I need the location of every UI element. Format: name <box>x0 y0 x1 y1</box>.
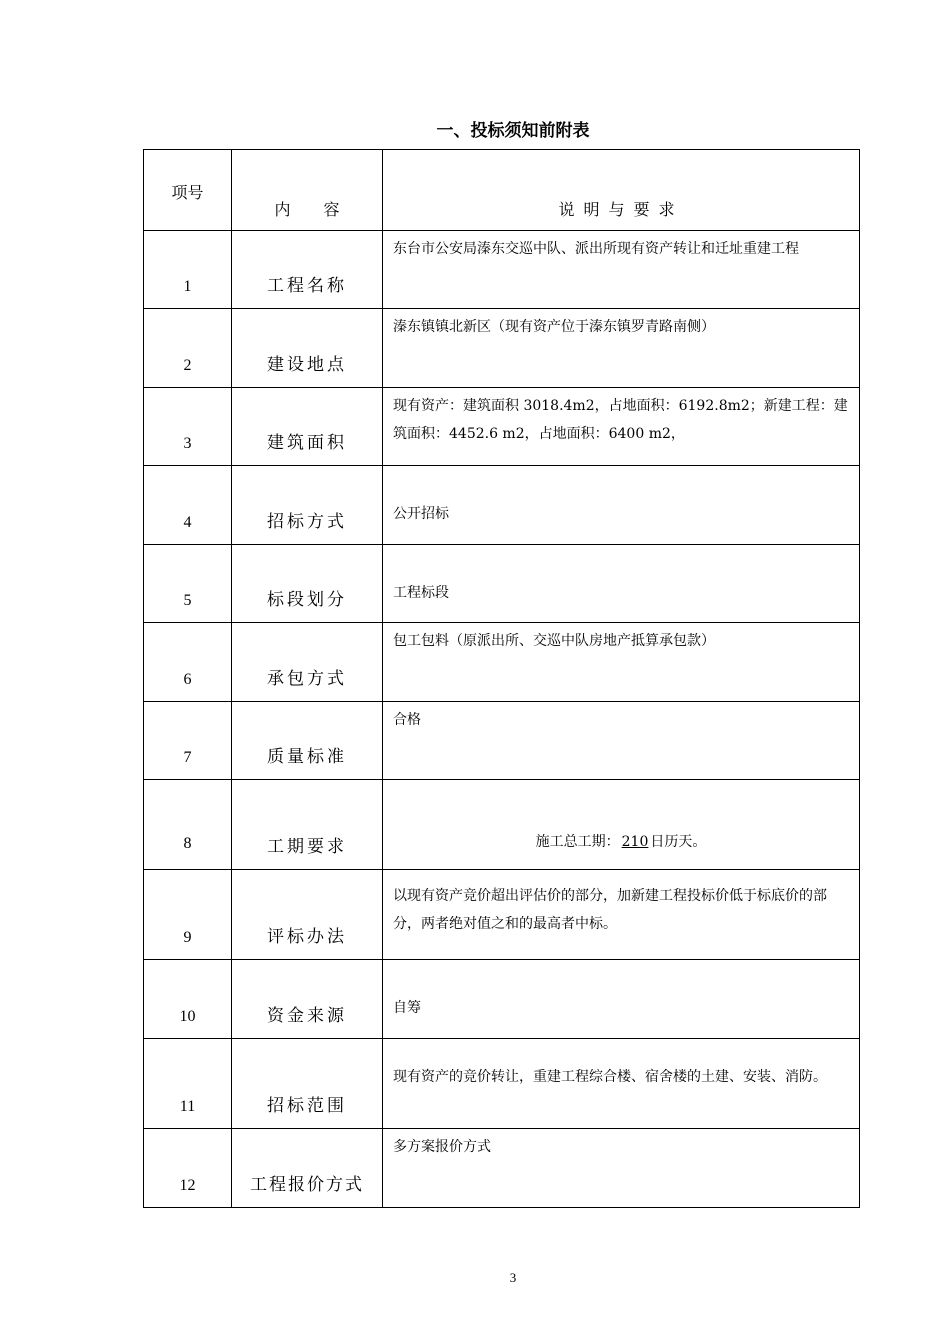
row-no-cell <box>144 623 232 702</box>
header-no-label: 项号 <box>171 183 204 202</box>
row-no-cell <box>144 702 232 780</box>
row-no-cell <box>144 309 232 388</box>
row-desc-cell <box>383 870 860 960</box>
row-no: 11 <box>179 1098 196 1115</box>
row-desc-cell <box>383 780 860 870</box>
row-item: 工程名称 <box>267 276 347 296</box>
row-no: 3 <box>183 435 192 452</box>
row-no-cell <box>144 960 232 1039</box>
table-row <box>144 545 860 623</box>
header-desc-label: 说明与要求 <box>558 200 684 219</box>
row-desc-cell <box>383 960 860 1039</box>
row-item: 建设地点 <box>267 355 347 375</box>
row-desc-cell <box>383 1129 860 1208</box>
row-item: 标段划分 <box>267 590 347 610</box>
table-row <box>144 388 860 466</box>
table-row <box>144 466 860 545</box>
row-no: 9 <box>183 929 192 946</box>
table-row <box>144 960 860 1039</box>
row-item: 招标范围 <box>267 1096 347 1116</box>
row-item: 评标办法 <box>267 927 347 947</box>
table-row <box>144 309 860 388</box>
row-item-cell <box>232 623 383 702</box>
front-attachment-table <box>143 149 860 1208</box>
row-item: 承包方式 <box>267 669 347 689</box>
row-item: 质量标准 <box>267 747 347 767</box>
row-item-cell <box>232 231 383 309</box>
duration-value: 210 <box>621 834 649 850</box>
table-row <box>144 231 860 309</box>
duration-label: 施工总工期： <box>535 834 620 850</box>
row-desc: 现有资产的竞价转让，重建工程综合楼、宿舍楼的土建、安装、消防。 <box>393 1069 827 1085</box>
table-row <box>144 870 860 960</box>
table-row <box>144 780 860 870</box>
row-desc: 多方案报价方式 <box>393 1139 491 1155</box>
row-desc: 包工包料（原派出所、交巡中队房地产抵算承包款） <box>393 633 715 649</box>
row-no-cell <box>144 466 232 545</box>
page-title: 一、投标须知前附表 <box>436 121 590 141</box>
row-desc-cell <box>383 702 860 780</box>
row-item: 工期要求 <box>267 837 347 857</box>
row-desc: 合格 <box>393 712 421 728</box>
row-desc-cell <box>383 466 860 545</box>
row-desc: 公开招标 <box>393 506 449 522</box>
duration-unit: 日历天。 <box>650 834 707 850</box>
row-item: 资金来源 <box>267 1006 347 1026</box>
row-no: 1 <box>183 278 192 295</box>
row-desc: 东台市公安局溱东交巡中队、派出所现有资产转让和迁址重建工程 <box>393 241 799 257</box>
row-no-cell <box>144 545 232 623</box>
table-row <box>144 623 860 702</box>
table-row <box>144 1129 860 1208</box>
row-desc: 以现有资产竞价超出评估价的部分，加新建工程投标价低于标底价的部分，两者绝对值之和的最高者中标。 <box>393 888 827 932</box>
row-no: 2 <box>183 357 192 374</box>
row-no-cell <box>144 388 232 466</box>
row-desc-cell <box>383 1039 860 1129</box>
row-item-cell <box>232 1039 383 1129</box>
row-item-cell <box>232 780 383 870</box>
header-cell-desc <box>383 150 860 231</box>
row-no-cell <box>144 1129 232 1208</box>
row-no: 6 <box>183 671 192 688</box>
row-desc: 现有资产：建筑面积 3018.4m2，占地面积：6192.8m2；新建工程：建筑面积：4452.6 m2，占地面积：6400 m2， <box>393 398 848 442</box>
row-item: 招标方式 <box>267 512 347 532</box>
row-item: 工程报价方式 <box>250 1175 364 1195</box>
row-item-cell <box>232 960 383 1039</box>
table-row <box>144 1039 860 1129</box>
row-no: 12 <box>179 1177 196 1194</box>
row-no: 10 <box>179 1008 196 1025</box>
row-no-cell <box>144 870 232 960</box>
row-item-cell <box>232 309 383 388</box>
table-row <box>144 702 860 780</box>
row-desc-cell <box>383 623 860 702</box>
row-item-cell <box>232 466 383 545</box>
row-item-cell <box>232 702 383 780</box>
row-desc: 溱东镇镇北新区（现有资产位于溱东镇罗青路南侧） <box>393 319 715 335</box>
row-item-cell <box>232 1129 383 1208</box>
page-number: 3 <box>509 1270 517 1285</box>
row-item: 建筑面积 <box>267 433 347 453</box>
header-cell-item <box>232 150 383 231</box>
row-desc <box>383 824 859 856</box>
table-header-row <box>144 150 860 231</box>
row-item-cell <box>232 870 383 960</box>
row-item-cell <box>232 388 383 466</box>
row-desc-cell <box>383 231 860 309</box>
row-desc-cell <box>383 388 860 466</box>
row-no: 4 <box>183 514 192 531</box>
row-no-cell <box>144 231 232 309</box>
header-cell-no <box>144 150 232 231</box>
row-desc: 工程标段 <box>393 585 449 601</box>
row-desc-cell <box>383 309 860 388</box>
header-item-label: 内 容 <box>274 200 354 219</box>
row-desc: 自筹 <box>393 1000 421 1016</box>
row-no: 8 <box>183 835 192 852</box>
row-no: 7 <box>183 749 192 766</box>
row-no: 5 <box>183 592 192 609</box>
row-item-cell <box>232 545 383 623</box>
row-no-cell <box>144 1039 232 1129</box>
row-no-cell <box>144 780 232 870</box>
row-desc-cell <box>383 545 860 623</box>
